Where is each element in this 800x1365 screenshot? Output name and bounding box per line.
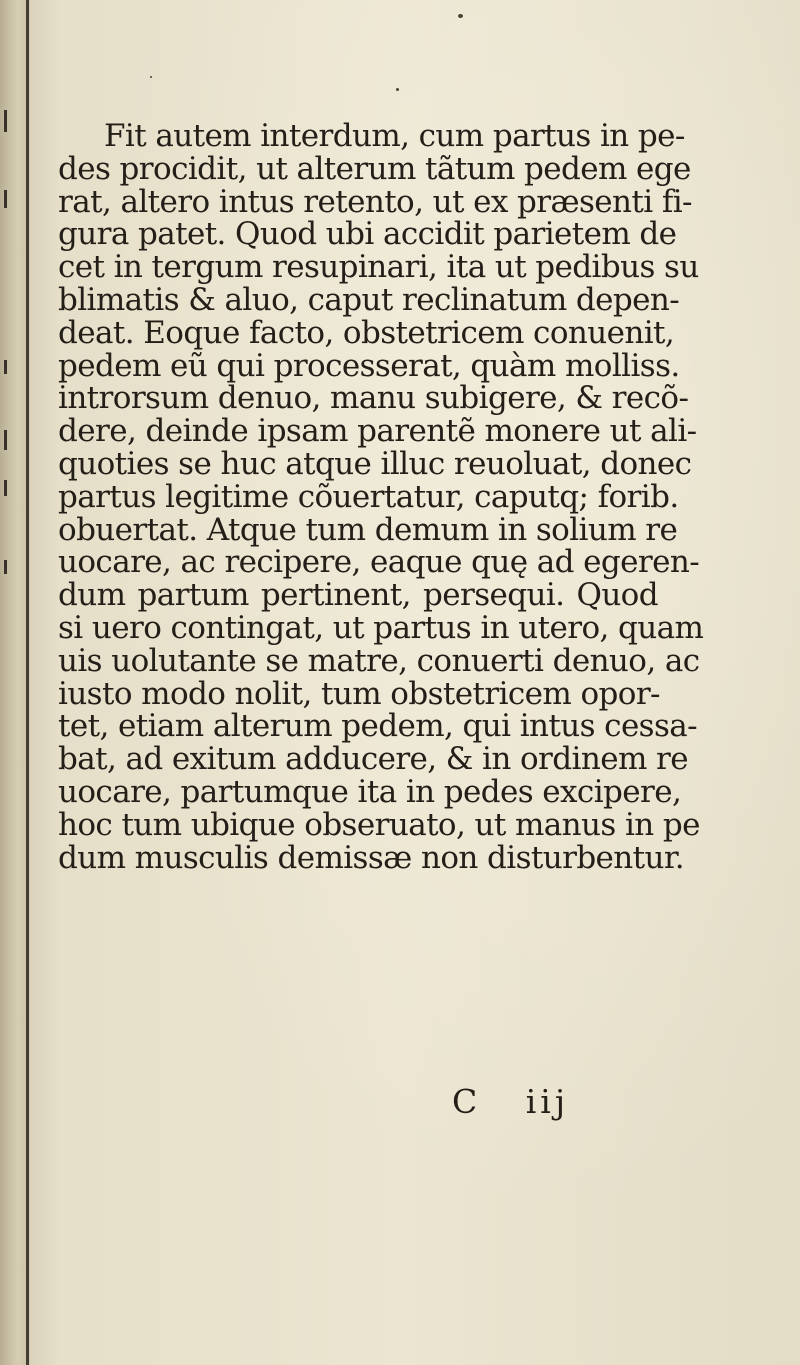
ink-speck bbox=[150, 76, 152, 78]
gutter-mark bbox=[4, 560, 7, 574]
text-line: pedem eũ qui processerat, quàm molliss. bbox=[58, 347, 680, 384]
text-line: Fit autem interdum, cum partus in pe- bbox=[104, 118, 685, 154]
text-line: cet in tergum resupinari, ita ut pedibus su bbox=[58, 249, 699, 286]
ink-speck bbox=[396, 88, 399, 91]
gutter-mark bbox=[4, 480, 7, 496]
text-line: bat, ad exitum adducere, & in ordinem re bbox=[58, 741, 688, 778]
text-line: blimatis & aluo, caput reclinatum depen- bbox=[58, 281, 680, 318]
gutter-edge-line bbox=[26, 0, 29, 1365]
text-line: introrsum denuo, manu subigere, & recõ- bbox=[58, 380, 689, 417]
text-line: rat, altero intus retento, ut ex præsenti fi- bbox=[58, 183, 692, 220]
text-line: tet, etiam alterum pedem, qui intus cessa- bbox=[58, 708, 698, 745]
text-line: dere, deinde ipsam parentẽ monere ut ali- bbox=[58, 413, 697, 450]
text-line: iusto modo nolit, tum obstetricem opor- bbox=[58, 675, 660, 712]
signature-mark: C iij bbox=[452, 1082, 570, 1121]
text-line: hoc tum ubique obseruato, ut manus in pe bbox=[58, 806, 700, 843]
body-text bbox=[58, 118, 704, 876]
ink-speck bbox=[458, 14, 463, 18]
text-line: partus legitime cõuertatur, caputq; forib. bbox=[58, 478, 679, 515]
text-line: uis uolutante se matre, conuerti denuo, ac bbox=[58, 642, 700, 679]
text-line: uocare, partumque ita in pedes excipere, bbox=[58, 773, 682, 810]
gutter-mark bbox=[4, 190, 7, 208]
gutter-mark bbox=[4, 110, 7, 132]
text-line: si uero contingat, ut partus in utero, quam bbox=[58, 609, 704, 646]
gutter-mark bbox=[4, 430, 7, 450]
text-line: dum musculis demissæ non disturbentur. bbox=[58, 839, 684, 876]
text-line: uocare, ac recipere, eaque quę ad egeren- bbox=[58, 544, 700, 581]
text-line: deat. Eoque facto, obstetricem conuenit, bbox=[58, 314, 675, 351]
gutter-mark bbox=[4, 360, 7, 374]
text-line: des procidit, ut alterum tãtum pedem ege bbox=[58, 150, 691, 187]
text-line: dum partum pertinent, persequi. Quod bbox=[58, 577, 658, 614]
text-line: gura patet. Quod ubi accidit parietem de bbox=[58, 216, 677, 253]
text-line: quoties se huc atque illuc reuoluat, donec bbox=[58, 445, 692, 482]
text-line: obuertat. Atque tum demum in solium re bbox=[58, 511, 678, 548]
